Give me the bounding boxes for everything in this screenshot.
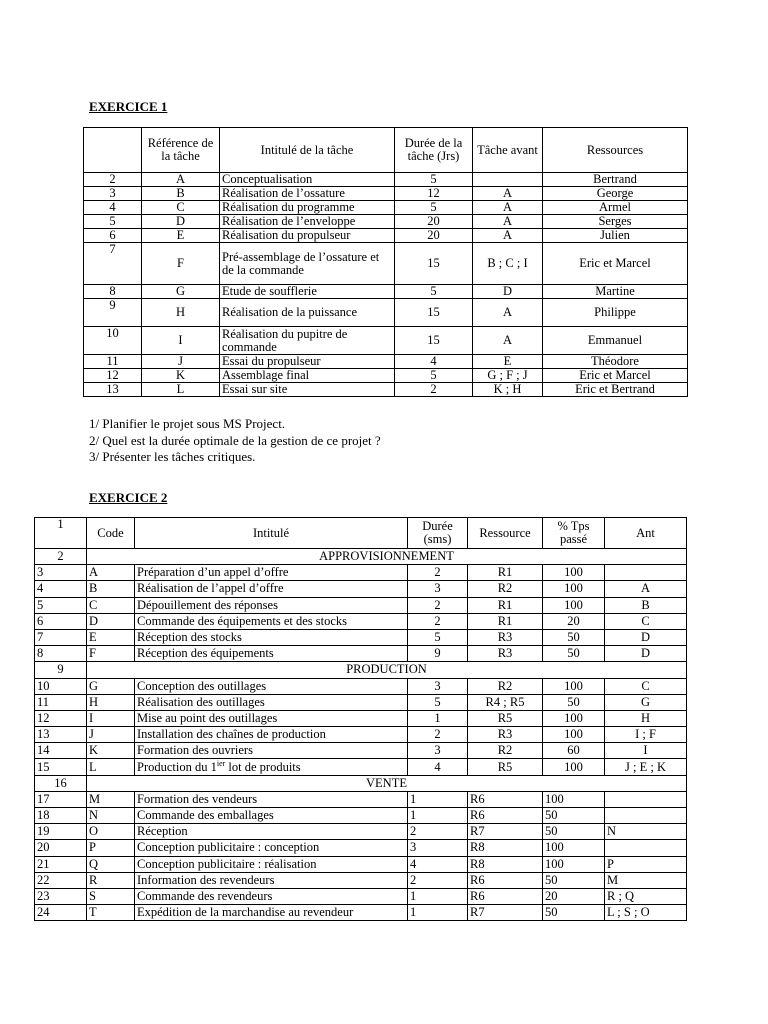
task-predecessor: I [605, 743, 687, 759]
task-predecessor: J ; E ; K [605, 759, 687, 775]
header-duree: Durée de la tâche (Jrs) [395, 128, 473, 173]
row-number: 6 [35, 613, 87, 629]
row-number: 4 [35, 581, 87, 597]
task-reference: C [142, 201, 220, 215]
task-title: Expédition de la marchandise au revendeur [135, 905, 408, 921]
table-row [84, 173, 688, 187]
task-predecessor [605, 565, 687, 581]
task-time-percent: 100 [543, 856, 605, 872]
row-number: 5 [84, 215, 142, 229]
table-row [35, 727, 687, 743]
task-duration: 1 [408, 808, 468, 824]
table-row [84, 243, 688, 285]
task-predecessor: A [473, 215, 543, 229]
task-reference: K [142, 369, 220, 383]
exercise-2-title: EXERCICE 2 [89, 490, 168, 505]
task-duration: 1 [408, 791, 468, 807]
header-ressource: Ressource [468, 518, 543, 549]
task-duration: 2 [408, 727, 468, 743]
table-row [84, 327, 688, 355]
task-time-percent: 100 [543, 710, 605, 726]
row-number: 23 [35, 888, 87, 904]
task-time-percent: 100 [543, 791, 605, 807]
section-title: VENTE [87, 775, 687, 791]
row-number: 14 [35, 743, 87, 759]
row-number: 9 [35, 662, 87, 678]
table-row [35, 840, 687, 856]
task-duration: 2 [408, 565, 468, 581]
task-predecessor: I ; F [605, 727, 687, 743]
row-number: 13 [35, 727, 87, 743]
task-time-percent: 50 [543, 629, 605, 645]
task-time-percent: 50 [543, 872, 605, 888]
question-3: 3/ Présenter les tâches critiques. [89, 449, 256, 464]
header-ressources: Ressources [543, 128, 688, 173]
task-time-percent: 60 [543, 743, 605, 759]
task-code: A [87, 565, 135, 581]
row-number: 7 [84, 243, 142, 285]
task-predecessor: R ; Q [605, 888, 687, 904]
task-time-percent: 50 [543, 808, 605, 824]
task-reference: A [142, 173, 220, 187]
task-predecessor [605, 791, 687, 807]
task-title: Information des revendeurs [135, 872, 408, 888]
task-time-percent: 20 [543, 613, 605, 629]
header-num: 1 [35, 518, 87, 549]
task-resource: R8 [468, 840, 543, 856]
task-reference: D [142, 215, 220, 229]
task-time-percent: 50 [543, 905, 605, 921]
task-resources: Eric et Marcel [543, 243, 688, 285]
task-resource: R6 [468, 791, 543, 807]
task-duration: 2 [395, 383, 473, 397]
task-code: S [87, 888, 135, 904]
task-resource: R2 [468, 581, 543, 597]
header-duree: Durée (sms) [408, 518, 468, 549]
task-duration: 2 [408, 597, 468, 613]
row-number: 4 [84, 201, 142, 215]
header-ant: Ant [605, 518, 687, 549]
task-reference: B [142, 187, 220, 201]
table-row [84, 215, 688, 229]
task-title: Essai du propulseur [220, 355, 395, 369]
task-title: Dépouillement des réponses [135, 597, 408, 613]
header-row [84, 128, 688, 173]
task-duration: 1 [408, 905, 468, 921]
task-predecessor: D [605, 646, 687, 662]
row-number: 11 [84, 355, 142, 369]
section-title: PRODUCTION [87, 662, 687, 678]
task-time-percent: 50 [543, 646, 605, 662]
row-number: 24 [35, 905, 87, 921]
task-predecessor: P [605, 856, 687, 872]
task-predecessor: H [605, 710, 687, 726]
task-predecessor: C [605, 613, 687, 629]
task-duration: 3 [408, 678, 468, 694]
task-code: T [87, 905, 135, 921]
table-row [35, 759, 687, 775]
header-reference: Référence de la tâche [142, 128, 220, 173]
task-title: Réalisation de l’ossature [220, 187, 395, 201]
task-predecessor [473, 173, 543, 187]
task-duration: 3 [408, 840, 468, 856]
task-resource: R2 [468, 743, 543, 759]
header-tps-passe: % Tps passé [543, 518, 605, 549]
table-row [35, 791, 687, 807]
exercise-2-table [34, 517, 687, 921]
table-row [35, 694, 687, 710]
task-resources: Philippe [543, 299, 688, 327]
task-resource: R5 [468, 710, 543, 726]
task-duration: 12 [395, 187, 473, 201]
table-row [84, 229, 688, 243]
task-title: Réception des stocks [135, 629, 408, 645]
table-row [84, 383, 688, 397]
task-predecessor: A [473, 201, 543, 215]
task-duration: 15 [395, 299, 473, 327]
task-code: C [87, 597, 135, 613]
table-row [35, 629, 687, 645]
row-number: 8 [35, 646, 87, 662]
section-title: APPROVISIONNEMENT [87, 549, 687, 565]
task-title: Commande des emballages [135, 808, 408, 824]
task-duration: 15 [395, 327, 473, 355]
task-time-percent: 50 [543, 824, 605, 840]
task-predecessor: L ; S ; O [605, 905, 687, 921]
task-code: B [87, 581, 135, 597]
task-resource: R7 [468, 905, 543, 921]
task-duration: 3 [408, 743, 468, 759]
task-title: Préparation d’un appel d’offre [135, 565, 408, 581]
exercise-1-title: EXERCICE 1 [89, 99, 168, 114]
row-number: 7 [35, 629, 87, 645]
task-title: Formation des vendeurs [135, 791, 408, 807]
task-duration: 4 [408, 856, 468, 872]
task-title: Réalisation du pupitre de commande [220, 327, 395, 355]
row-number: 8 [84, 285, 142, 299]
task-title: Assemblage final [220, 369, 395, 383]
task-code: N [87, 808, 135, 824]
task-code: E [87, 629, 135, 645]
row-number: 13 [84, 383, 142, 397]
row-number: 18 [35, 808, 87, 824]
task-predecessor: C [605, 678, 687, 694]
task-resource: R1 [468, 565, 543, 581]
row-number: 17 [35, 791, 87, 807]
header-intitule: Intitulé de la tâche [220, 128, 395, 173]
task-predecessor: K ; H [473, 383, 543, 397]
task-duration: 5 [395, 285, 473, 299]
task-duration: 5 [408, 629, 468, 645]
table-row [35, 905, 687, 921]
table-row [35, 565, 687, 581]
task-title: Pré-assemblage de l’ossature et de la commande [220, 243, 395, 285]
table-row [35, 743, 687, 759]
task-reference: E [142, 229, 220, 243]
table-row [35, 597, 687, 613]
row-number: 2 [35, 549, 87, 565]
task-duration: 5 [395, 201, 473, 215]
task-predecessor [605, 808, 687, 824]
task-title: Réalisation de la puissance [220, 299, 395, 327]
table-row [84, 299, 688, 327]
row-number: 3 [35, 565, 87, 581]
task-title: Essai sur site [220, 383, 395, 397]
task-duration: 2 [408, 613, 468, 629]
task-title: Réalisation des outillages [135, 694, 408, 710]
task-code: H [87, 694, 135, 710]
header-num [84, 128, 142, 173]
task-predecessor: G ; F ; J [473, 369, 543, 383]
table-row [35, 856, 687, 872]
task-resource: R1 [468, 597, 543, 613]
task-predecessor: M [605, 872, 687, 888]
task-code: M [87, 791, 135, 807]
task-predecessor: A [473, 187, 543, 201]
header-row [35, 518, 687, 549]
task-predecessor: A [605, 581, 687, 597]
task-resources: Armel [543, 201, 688, 215]
task-resource: R3 [468, 646, 543, 662]
section-row [35, 775, 687, 791]
task-duration: 5 [395, 369, 473, 383]
row-number: 2 [84, 173, 142, 187]
task-reference: H [142, 299, 220, 327]
task-title: Réception des équipements [135, 646, 408, 662]
table-row [35, 613, 687, 629]
task-title: Conception publicitaire : conception [135, 840, 408, 856]
task-time-percent: 50 [543, 694, 605, 710]
task-title-suffix: lot de produits [225, 759, 301, 774]
task-reference: G [142, 285, 220, 299]
row-number: 10 [35, 678, 87, 694]
task-resource: R8 [468, 856, 543, 872]
task-predecessor: B [605, 597, 687, 613]
table-row [35, 581, 687, 597]
task-resource: R2 [468, 678, 543, 694]
task-time-percent: 100 [543, 597, 605, 613]
task-predecessor: A [473, 229, 543, 243]
task-resource: R6 [468, 872, 543, 888]
task-resources: Eric et Marcel [543, 369, 688, 383]
task-code: G [87, 678, 135, 694]
task-time-percent: 100 [543, 565, 605, 581]
task-code: K [87, 743, 135, 759]
task-resources: Julien [543, 229, 688, 243]
task-duration: 3 [408, 581, 468, 597]
task-resources: Martine [543, 285, 688, 299]
row-number: 15 [35, 759, 87, 775]
task-predecessor: A [473, 327, 543, 355]
task-duration: 9 [408, 646, 468, 662]
row-number: 3 [84, 187, 142, 201]
section-row [35, 549, 687, 565]
task-duration: 2 [408, 824, 468, 840]
task-duration: 4 [395, 355, 473, 369]
task-resource: R3 [468, 629, 543, 645]
task-title-superscript: ier [216, 758, 226, 768]
task-resource: R6 [468, 808, 543, 824]
task-duration: 5 [408, 694, 468, 710]
task-resources: Serges [543, 215, 688, 229]
task-title: Commande des équipements et des stocks [135, 613, 408, 629]
task-duration: 1 [408, 888, 468, 904]
task-title: Réception [135, 824, 408, 840]
task-code: J [87, 727, 135, 743]
task-title: Réalisation de l’appel d’offre [135, 581, 408, 597]
exercise-1-table [83, 127, 688, 397]
row-number: 20 [35, 840, 87, 856]
task-reference: F [142, 243, 220, 285]
task-time-percent: 100 [543, 759, 605, 775]
task-code: R [87, 872, 135, 888]
row-number: 11 [35, 694, 87, 710]
task-predecessor: E [473, 355, 543, 369]
task-time-percent: 100 [543, 840, 605, 856]
task-title: Réalisation de l’enveloppe [220, 215, 395, 229]
task-resource: R5 [468, 759, 543, 775]
task-title: Conception publicitaire : réalisation [135, 856, 408, 872]
table-row [84, 355, 688, 369]
row-number: 10 [84, 327, 142, 355]
task-predecessor: D [473, 285, 543, 299]
task-predecessor: G [605, 694, 687, 710]
task-title: Réalisation du programme [220, 201, 395, 215]
task-resource: R6 [468, 888, 543, 904]
task-time-percent: 100 [543, 581, 605, 597]
question-1: 1/ Planifier le projet sous MS Project. [89, 416, 286, 431]
section-row [35, 662, 687, 678]
header-tache-avant: Tâche avant [473, 128, 543, 173]
row-number: 22 [35, 872, 87, 888]
task-title-prefix: Production du 1 [137, 759, 217, 774]
task-duration: 1 [408, 710, 468, 726]
task-duration: 2 [408, 872, 468, 888]
task-code: D [87, 613, 135, 629]
task-title: Installation des chaînes de production [135, 727, 408, 743]
row-number: 19 [35, 824, 87, 840]
task-resource: R4 ; R5 [468, 694, 543, 710]
task-resource: R1 [468, 613, 543, 629]
task-predecessor: B ; C ; I [473, 243, 543, 285]
row-number: 21 [35, 856, 87, 872]
task-time-percent: 100 [543, 727, 605, 743]
task-title: Etude de soufflerie [220, 285, 395, 299]
task-title: Mise au point des outillages [135, 710, 408, 726]
task-duration: 20 [395, 229, 473, 243]
task-reference: L [142, 383, 220, 397]
task-resources: Bertrand [543, 173, 688, 187]
task-time-percent: 100 [543, 678, 605, 694]
task-time-percent: 20 [543, 888, 605, 904]
task-title: Réalisation du propulseur [220, 229, 395, 243]
task-code: O [87, 824, 135, 840]
task-predecessor [605, 840, 687, 856]
task-title [135, 759, 408, 775]
task-predecessor: D [605, 629, 687, 645]
task-code: L [87, 759, 135, 775]
task-code: I [87, 710, 135, 726]
task-code: F [87, 646, 135, 662]
table-row [35, 710, 687, 726]
table-row [84, 369, 688, 383]
row-number: 16 [35, 775, 87, 791]
task-title: Conception des outillages [135, 678, 408, 694]
row-number: 12 [35, 710, 87, 726]
task-duration: 5 [395, 173, 473, 187]
header-code: Code [87, 518, 135, 549]
task-reference: I [142, 327, 220, 355]
task-title: Commande des revendeurs [135, 888, 408, 904]
table-row [84, 285, 688, 299]
task-resources: Théodore [543, 355, 688, 369]
table-row [84, 201, 688, 215]
table-row [35, 678, 687, 694]
task-duration: 4 [408, 759, 468, 775]
task-predecessor: A [473, 299, 543, 327]
table-row [35, 646, 687, 662]
row-number: 6 [84, 229, 142, 243]
table-row [35, 888, 687, 904]
table-row [35, 808, 687, 824]
question-2: 2/ Quel est la durée optimale de la gestion de ce projet ? [89, 432, 381, 448]
header-intitule: Intitulé [135, 518, 408, 549]
task-code: P [87, 840, 135, 856]
table-row [84, 187, 688, 201]
task-resources: Eric et Bertrand [543, 383, 688, 397]
task-resource: R7 [468, 824, 543, 840]
task-title: Conceptualisation [220, 173, 395, 187]
table-row [35, 872, 687, 888]
row-number: 9 [84, 299, 142, 327]
task-title: Formation des ouvriers [135, 743, 408, 759]
task-resource: R3 [468, 727, 543, 743]
row-number: 5 [35, 597, 87, 613]
task-duration: 20 [395, 215, 473, 229]
task-duration: 15 [395, 243, 473, 285]
row-number: 12 [84, 369, 142, 383]
task-resources: Emmanuel [543, 327, 688, 355]
questions-list [89, 416, 381, 466]
task-code: Q [87, 856, 135, 872]
task-reference: J [142, 355, 220, 369]
table-row [35, 824, 687, 840]
task-predecessor: N [605, 824, 687, 840]
task-resources: George [543, 187, 688, 201]
